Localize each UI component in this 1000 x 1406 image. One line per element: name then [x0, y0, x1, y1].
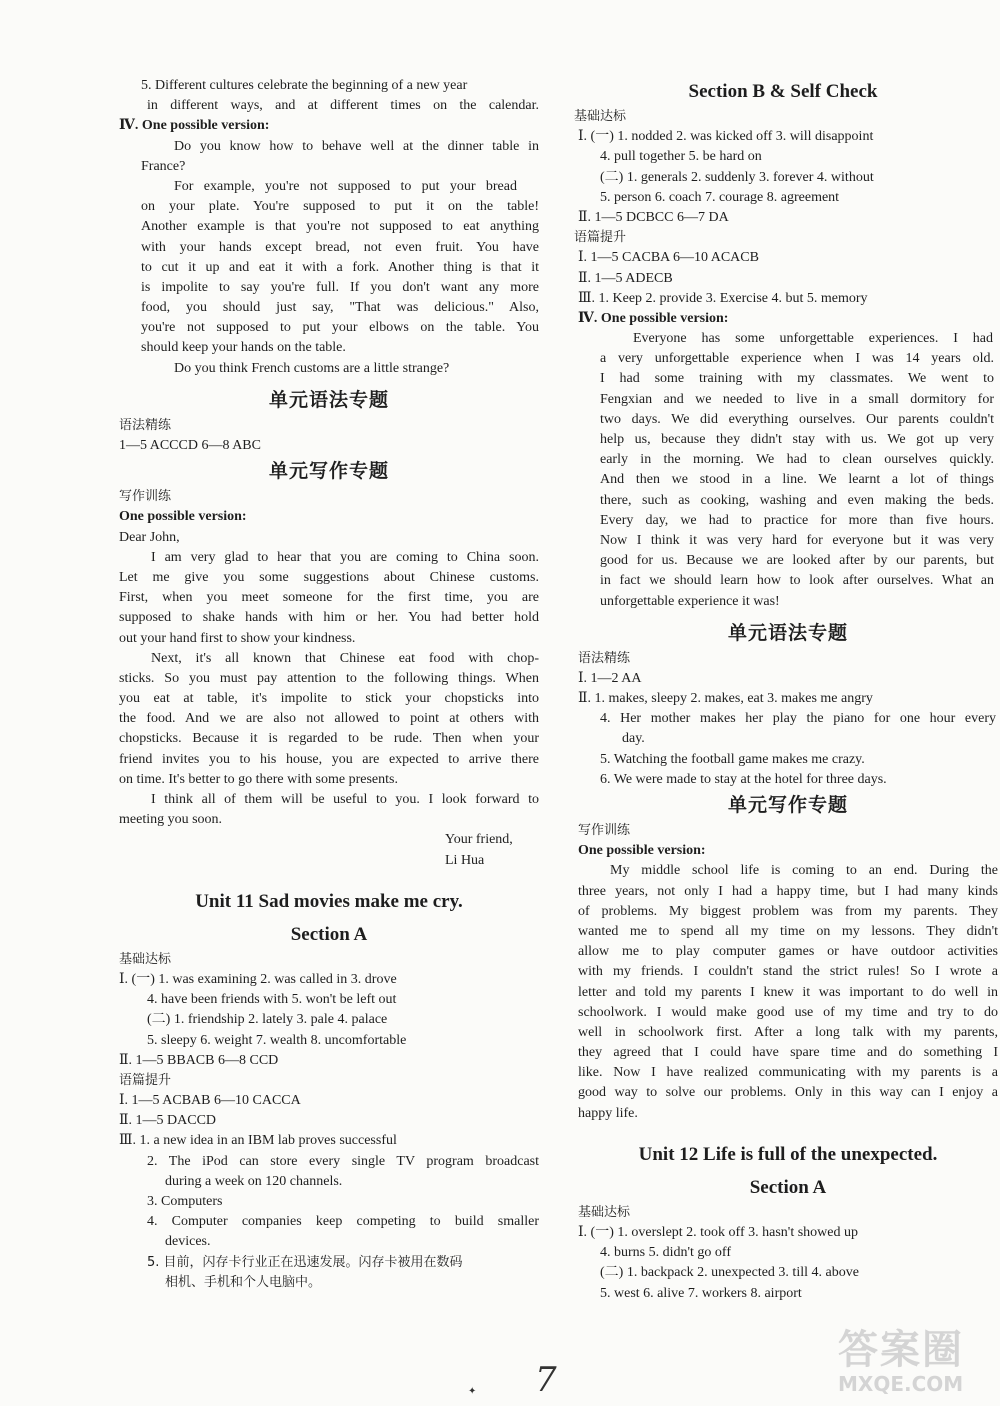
- answer-line: Ⅰ. 1—5 CACBA 6—10 ACACB: [578, 250, 759, 266]
- watermark-logo: 答案圈: [838, 1327, 964, 1373]
- essay-line: is impolite to say you're full. If you don't want any more: [141, 279, 539, 295]
- essay-line: with your hands except bread, not even fruit. You have: [141, 239, 539, 255]
- answer-line: Ⅱ. 1. makes, sleepy 2. makes, eat 3. makes me angry: [578, 691, 873, 707]
- writing-subheading: 写作训练: [119, 489, 172, 505]
- essay-line: schoolwork. I would make good use of my time and try to do: [578, 1004, 998, 1020]
- essay-line: to cut it up and eat it with a fork. Another thing is that it: [141, 259, 539, 275]
- letter-line: out your hand first to show your kindness.: [119, 630, 356, 646]
- letter-greeting: Dear John,: [119, 529, 180, 545]
- answer-line: 5. person 6. coach 7. courage 8. agreement: [600, 189, 840, 205]
- basic-subheading: 基础达标: [574, 109, 627, 124]
- essay-line: wanted me to spend all my time on my lessons. They didn't: [578, 923, 998, 939]
- answer-line: 4. burns 5. didn't go off: [600, 1245, 731, 1261]
- essay-line: early in the morning. We had to clean ourselves quickly.: [600, 452, 994, 468]
- essay-line: help us, because they didn't stay with us. We got up very: [600, 432, 994, 447]
- essay-line: For example, you're not supposed to put your bread: [174, 178, 517, 194]
- essay-line: well in schoolwork first. After a long talk with my parents,: [578, 1024, 998, 1040]
- version-label: One possible version:: [119, 509, 247, 525]
- answer-line: (二) 1. generals 2. suddenly 3. forever 4. without: [600, 169, 874, 185]
- unit-title: Unit 12 Life is full of the unexpected.: [638, 1143, 938, 1165]
- left-column: [119, 76, 539, 1293]
- essay-line: allow me to play computer games or have outdoor activities: [578, 944, 998, 960]
- answer-line: 4. have been friends with 5. won't be left out: [147, 992, 397, 1008]
- letter-signoff: Your friend,: [445, 832, 513, 848]
- essay-line: good way to solve our problems. Only in this way can I enjoy a: [578, 1085, 998, 1101]
- essay-line: like. Now I have realized communicating with my parents is a: [578, 1065, 998, 1081]
- essay-line: on your plate. You're supposed to put it on the table!: [141, 199, 539, 215]
- essay-line: in fact we should learn how to look after ourselves. What an: [600, 573, 994, 589]
- answer-line: 3. Computers: [147, 1194, 223, 1209]
- letter-line: on time. It's better to go there with some presents.: [119, 771, 398, 787]
- letter-line: you eat at table, it's impolite to stick your chopsticks into: [119, 691, 539, 707]
- section-title: Section B & Self Check: [688, 81, 878, 102]
- answer-line: 4. Her mother makes her play the piano for one hour every: [600, 711, 996, 727]
- answer-line: Ⅱ. 1—5 DCBCC 6—7 DA: [578, 209, 729, 225]
- version-label: One possible version:: [578, 843, 706, 859]
- answer-line: 5. west 6. alive 7. workers 8. airport: [600, 1285, 802, 1301]
- essay-line: with my friends. I couldn't stand the strict rules! So I wrote a: [578, 964, 998, 980]
- page-number: 7: [535, 1360, 557, 1400]
- answer-line: 6. We were made to stay at the hotel for three days.: [600, 771, 887, 787]
- writing-subheading: 写作训练: [578, 823, 631, 838]
- essay-line: happy life.: [578, 1105, 638, 1121]
- answer-line: (二) 1. friendship 2. lately 3. pale 4. palace: [147, 1012, 388, 1028]
- answer-line: day.: [622, 731, 645, 747]
- essay-line: should keep your hands on the table.: [141, 340, 346, 356]
- essay-line: three years, not only I had a happy time, but I had many kinds: [578, 883, 998, 899]
- reading-subheading: 语篇提升: [574, 230, 627, 246]
- essay-line: Do you know how to behave well at the dinner table in: [174, 138, 539, 154]
- essay-line: a very unforgettable experience when I was 14 years old.: [600, 351, 994, 367]
- essay-line: unforgettable experience it was!: [600, 593, 780, 609]
- grammar-subheading: 语法精练: [119, 417, 172, 433]
- answer-line: 5. Different cultures celebrate the beginning of a new year: [141, 78, 468, 93]
- watermark-url: MXQE.COM: [838, 1372, 964, 1396]
- version-label: Ⅳ. One possible version:: [578, 310, 729, 326]
- right-column: [574, 76, 998, 1304]
- answer-line: Ⅱ. 1—5 ADECB: [578, 270, 673, 286]
- reading-subheading: 语篇提升: [119, 1072, 172, 1088]
- star-mark-icon: ✦: [468, 1386, 477, 1397]
- essay-line: Every day, we had to practice for more than five hours.: [600, 512, 994, 528]
- essay-line: Do you think French customs are a little strange?: [174, 360, 450, 376]
- writing-heading: 单元写作专题: [268, 460, 389, 483]
- answer-line: 4. pull together 5. be hard on: [600, 149, 762, 165]
- essay-line: two days. We did everything ourselves. Our parents couldn't: [600, 411, 994, 427]
- grammar-heading: 单元语法专题: [268, 388, 389, 411]
- essay-line: Now I think it was very hard for everyone but it was very: [600, 532, 994, 548]
- answer-line: 相机、手机和个人电脑中。: [165, 1274, 322, 1290]
- letter-line: sticks. So you must pay attention to the following things. When: [119, 670, 539, 686]
- answer-line: Ⅱ. 1—5 DACCD: [119, 1113, 217, 1129]
- grammar-heading: 单元语法专题: [727, 621, 848, 644]
- answer-line: Ⅰ. 1—5 ACBAB 6—10 CACCA: [119, 1093, 301, 1109]
- answer-line: 2. The iPod can store every single TV program broadcast: [147, 1153, 539, 1169]
- answer-line: during a week on 120 channels.: [165, 1173, 343, 1189]
- essay-line: letter and told my parents I knew it was important to do well in: [578, 984, 998, 1000]
- essay-line: Fengxian and we needed to live in a small dormitory for: [600, 391, 994, 407]
- letter-line: friend invites you to his house, you are expected to arrive there: [119, 751, 539, 767]
- section-title: Section A: [749, 1176, 827, 1198]
- letter-line: the food. And we are also not allowed to point at others with: [119, 711, 539, 727]
- basic-subheading: 基础达标: [119, 951, 172, 967]
- answer-line: 5. sleepy 6. weight 7. wealth 8. uncomfortable: [147, 1032, 407, 1048]
- basic-subheading: 基础达标: [578, 1204, 631, 1220]
- section-title: Section A: [290, 923, 368, 945]
- answer-line: Ⅰ. 1—2 AA: [578, 670, 642, 686]
- letter-line: chopsticks. Because it is regarded to be rude. Then when your: [119, 731, 539, 747]
- version-label: Ⅳ. One possible version:: [119, 118, 270, 134]
- essay-line: there, such as cooking, washing and even making the beds.: [600, 492, 994, 508]
- essay-line: they agreed that I could have spare time and do something I: [578, 1045, 998, 1061]
- answer-line: Ⅰ. (一) 1. was examining 2. was called in 3. drove: [119, 971, 397, 987]
- essay-line: My middle school life is coming to an end. During the: [610, 863, 998, 879]
- answer-line: devices.: [165, 1234, 211, 1250]
- answer-line: Ⅱ. 1—5 BBACB 6—8 CCD: [119, 1052, 279, 1068]
- letter-line: Let me give you some suggestions about Chinese customs.: [119, 569, 539, 585]
- answer-line: (二) 1. backpack 2. unexpected 3. till 4. above: [600, 1265, 859, 1281]
- answer-line: Ⅰ. (一) 1. overslept 2. took off 3. hasn't showed up: [578, 1225, 858, 1240]
- letter-line: supposed to shake hands with him or her. You had better hold: [119, 610, 539, 626]
- answer-line: in different ways, and at different times on the calendar.: [147, 98, 539, 114]
- watermark: [838, 1318, 1000, 1406]
- letter-line: First, when you meet someone for the first time, you are: [119, 590, 539, 606]
- answer-line: 5. Watching the football game makes me crazy.: [600, 751, 865, 767]
- writing-heading: 单元写作专题: [727, 794, 848, 816]
- essay-line: And then we stood in a line. We learnt a lot of things: [600, 472, 994, 488]
- letter-signature: Li Hua: [445, 852, 485, 868]
- grammar-subheading: 语法精练: [578, 650, 631, 666]
- essay-line: of problems. My biggest problem was from my parents. They: [578, 903, 998, 919]
- essay-line: you're not supposed to put your elbows on the table. You: [141, 320, 539, 336]
- answer-line: 1—5 ACCCD 6—8 ABC: [119, 438, 261, 453]
- essay-line: Another example is that you're not supposed to eat anything: [141, 219, 539, 235]
- letter-line: meeting you soon.: [119, 812, 223, 828]
- answer-line: Ⅲ. 1. Keep 2. provide 3. Exercise 4. but 5. memory: [578, 290, 868, 306]
- answer-line: 5. 目前，闪存卡行业正在迅速发展。闪存卡被用在数码: [147, 1254, 463, 1270]
- answer-line: Ⅲ. 1. a new idea in an IBM lab proves successful: [119, 1133, 397, 1149]
- essay-line: food, you should just say, "That was delicious." Also,: [141, 300, 539, 316]
- letter-line: I think all of them will be useful to you. I look forward to: [151, 792, 539, 807]
- essay-line: good for us. Because we are looked after by our parents, but: [600, 553, 994, 569]
- unit-title: Unit 11 Sad movies make me cry.: [195, 890, 463, 912]
- letter-line: Next, it's all known that Chinese eat food with chop-: [151, 650, 539, 666]
- essay-line: I had some training with my classmates. We went to: [600, 371, 994, 387]
- letter-line: I am very glad to hear that you are coming to China soon.: [151, 549, 539, 565]
- essay-line: Everyone has some unforgettable experiences. I had: [633, 331, 993, 347]
- answer-line: 4. Computer companies keep competing to build smaller: [147, 1214, 539, 1230]
- answer-line: Ⅰ. (一) 1. nodded 2. was kicked off 3. will disappoint: [578, 129, 874, 145]
- essay-line: France?: [141, 158, 186, 174]
